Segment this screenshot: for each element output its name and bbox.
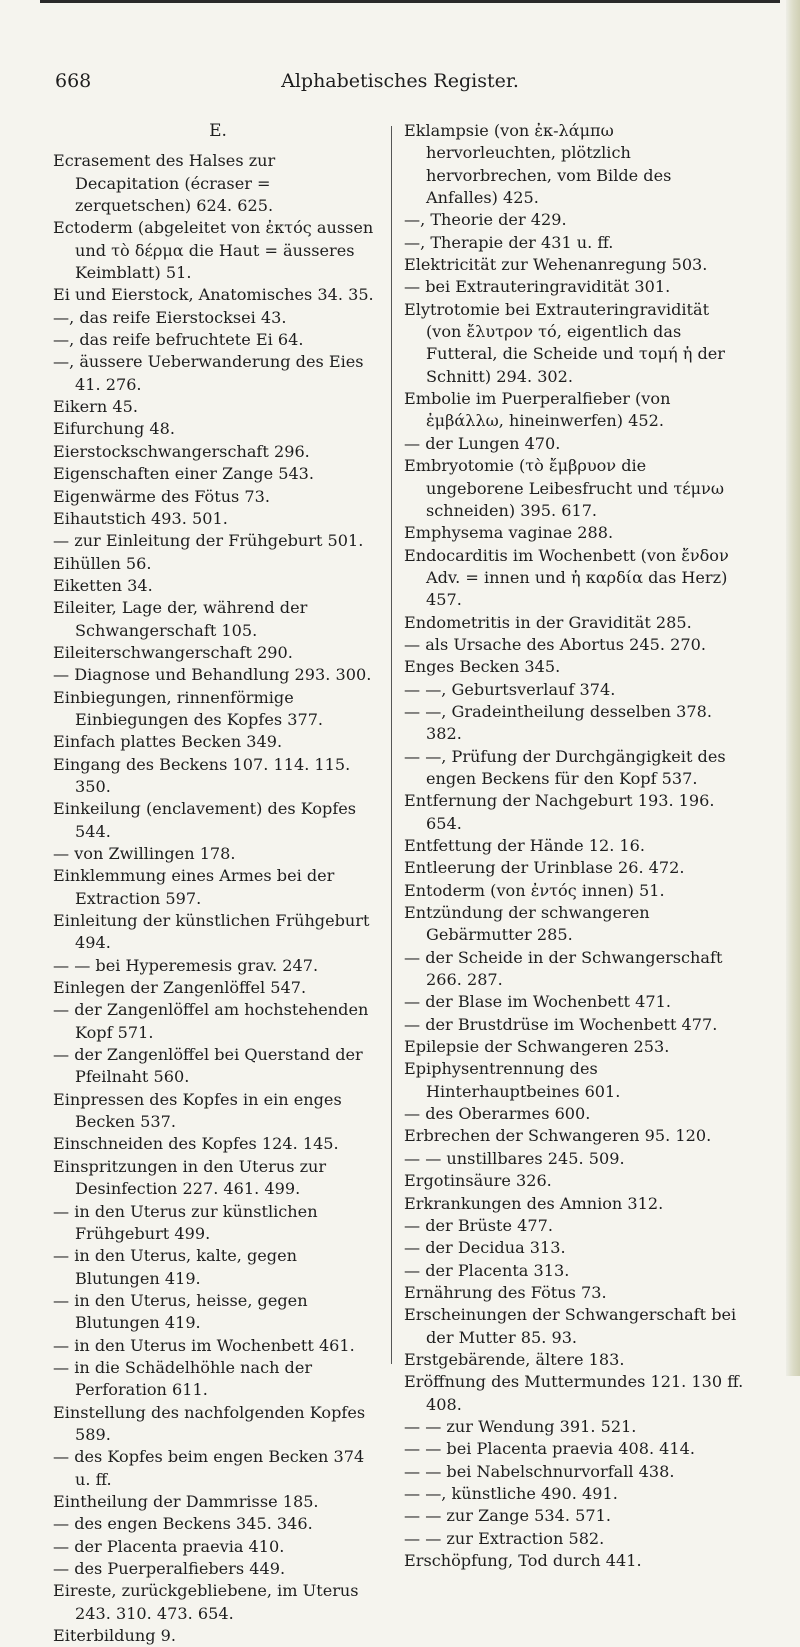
- index-entry: — — zur Zange 534. 571.: [404, 1506, 611, 1526]
- index-entry: Embryotomie (τὸ ἔμβρυον die ungeborene Leibesfrucht und τέμνω schneiden) 395. 617.: [404, 456, 724, 520]
- index-entry: — des Puerperalfiebers 449.: [53, 1559, 286, 1578]
- index-entry: — — zur Extraction 582.: [404, 1528, 605, 1548]
- index-entry: Einstellung des nachfolgenden Kopfes 589.: [53, 1402, 366, 1444]
- index-entry: Erscheinungen der Schwangerschaft bei der Mutter 85. 93.: [404, 1305, 737, 1347]
- index-entry: — von Zwillingen 178.: [53, 844, 236, 863]
- index-entry: Erstgebärende, ältere 183.: [404, 1349, 625, 1369]
- index-entry: Endometritis in der Gravidität 285.: [404, 612, 692, 632]
- index-entry: — als Ursache des Abortus 245. 270.: [404, 634, 706, 654]
- index-entry: Einlegen der Zangenlöffel 547.: [53, 978, 307, 998]
- index-entry: Eiterbildung 9.: [53, 1626, 176, 1646]
- index-entry: — —, künstliche 490. 491.: [404, 1483, 618, 1503]
- index-entry: — in den Uterus, heisse, gegen Blutungen 419.: [53, 1290, 308, 1333]
- index-entry: — — unstillbares 245. 509.: [404, 1148, 625, 1168]
- index-entry: Embolie im Puerperalfieber (von ἐμβάλλω, hineinwerfen) 452.: [404, 389, 671, 431]
- index-entry: Entoderm (von ἐντός innen) 51.: [404, 880, 665, 900]
- index-entry: — des Kopfes beim engen Becken 374 u. ff.: [53, 1447, 365, 1489]
- index-entry: — der Placenta praevia 410.: [53, 1536, 285, 1556]
- index-entry: — — bei Placenta praevia 408. 414.: [404, 1439, 696, 1459]
- index-entry: Entzündung der schwangeren Gebärmutter 285.: [404, 903, 650, 945]
- index-entry: — der Zangenlöffel am hochstehenden Kopf 571.: [53, 1000, 369, 1042]
- index-entry: Erbrechen der Schwangeren 95. 120.: [404, 1126, 712, 1146]
- index-entry: — bei Extrauteringravidität 301.: [404, 277, 671, 297]
- index-entry: — der Lungen 470.: [404, 433, 561, 453]
- index-entry: —, Theorie der 429.: [404, 210, 567, 230]
- index-entry: Einpressen des Kopfes in ein enges Becken 537.: [53, 1089, 342, 1132]
- index-entry: — in den Uterus im Wochenbett 461.: [53, 1335, 355, 1355]
- page-header: [55, 70, 745, 100]
- top-rule: [40, 0, 780, 3]
- index-entry: Eileiter, Lage der, während der Schwangerschaft 105.: [53, 598, 308, 640]
- index-entry: — der Zangenlöffel bei Querstand der Pfeilnaht 560.: [53, 1045, 363, 1087]
- index-entry: Einspritzungen in den Uterus zur Desinfection 227. 461. 499.: [53, 1156, 327, 1199]
- index-entry: Eklampsie (von ἐκ-λάμπω hervorleuchten, plötzlich hervorbrechen, vom Bilde des Anfalles) 425.: [404, 121, 672, 208]
- index-entry: Eierstockschwangerschaft 296.: [53, 441, 310, 461]
- index-entry: Einschneiden des Kopfes 124. 145.: [53, 1134, 339, 1154]
- index-entry: Eintheilung der Dammrisse 185.: [53, 1491, 319, 1511]
- index-entry: — in den Uterus zur künstlichen Frühgeburt 499.: [53, 1201, 318, 1243]
- index-entry: — —, Gradeintheilung desselben 378. 382.: [404, 701, 712, 744]
- index-entry: Einleitung der künstlichen Frühgeburt 494.: [53, 911, 370, 953]
- index-entry: Ernährung des Fötus 73.: [404, 1282, 607, 1302]
- index-entry: — der Brustdrüse im Wochenbett 477.: [404, 1014, 718, 1034]
- index-entry: Eigenschaften einer Zange 543.: [53, 464, 315, 484]
- index-entry: — zur Einleitung der Frühgeburt 501.: [53, 531, 364, 551]
- index-entry: — in den Uterus, kalte, gegen Blutungen 419.: [53, 1246, 297, 1288]
- index-entry: —, äussere Ueberwanderung des Eies 41. 276.: [53, 352, 364, 394]
- index-entry: Ecrasement des Halses zur Decapitation (écraser = zerquetschen) 624. 625.: [53, 151, 276, 216]
- index-entry: Eihüllen 56.: [53, 553, 152, 573]
- index-entry: — — zur Wendung 391. 521.: [404, 1416, 637, 1436]
- index-entry: Ei und Eierstock, Anatomisches 34. 35.: [53, 285, 374, 305]
- index-entry: Eireste, zurückgebliebene, im Uterus 243. 310. 473. 654.: [53, 1581, 359, 1623]
- column-divider: [391, 126, 392, 1364]
- index-entry: — der Blase im Wochenbett 471.: [404, 992, 671, 1012]
- index-entry: Entfernung der Nachgeburt 193. 196. 654.: [404, 791, 715, 833]
- left-entries: [53, 150, 383, 1647]
- index-entry: — des engen Beckens 345. 346.: [53, 1514, 313, 1534]
- index-entry: Elektricität zur Wehenanregung 503.: [404, 255, 708, 275]
- index-entry: Einklemmung eines Armes bei der Extraction 597.: [53, 866, 335, 908]
- index-entry: —, das reife Eierstocksei 43.: [53, 307, 287, 327]
- index-entry: — der Placenta 313.: [404, 1260, 570, 1280]
- index-entry: Epilepsie der Schwangeren 253.: [404, 1037, 670, 1057]
- index-entry: — der Brüste 477.: [404, 1215, 553, 1235]
- index-entry: Entleerung der Urinblase 26. 472.: [404, 858, 685, 878]
- index-entry: Einbiegungen, rinnenförmige Einbiegungen des Kopfes 377.: [53, 687, 324, 729]
- index-entry: — in die Schädelhöhle nach der Perforation 611.: [53, 1357, 313, 1400]
- index-entry: Eifurchung 48.: [53, 419, 176, 439]
- index-entry: — der Decidua 313.: [404, 1238, 566, 1258]
- right-column: [404, 120, 744, 1572]
- page-number: 668: [55, 70, 92, 92]
- right-entries: [404, 120, 744, 1572]
- index-entry: Ergotinsäure 326.: [404, 1171, 552, 1191]
- left-column: [53, 120, 383, 1647]
- index-entry: — — bei Nabelschnurvorfall 438.: [404, 1461, 675, 1481]
- index-entry: Entfettung der Hände 12. 16.: [404, 836, 646, 855]
- index-entry: Eihautstich 493. 501.: [53, 508, 228, 528]
- running-head: Alphabetisches Register.: [281, 70, 519, 92]
- index-entry: Eingang des Beckens 107. 114. 115. 350.: [53, 754, 351, 796]
- index-entry: Eikern 45.: [53, 397, 138, 417]
- index-entry: Epiphysentrennung des Hinterhauptbeines 601.: [404, 1059, 621, 1101]
- index-entry: Eiketten 34.: [53, 575, 153, 595]
- index-entry: Erschöpfung, Tod durch 441.: [404, 1551, 642, 1570]
- index-entry: — Diagnose und Behandlung 293. 300.: [53, 665, 372, 685]
- index-entry: — der Scheide in der Schwangerschaft 266. 287.: [404, 947, 723, 990]
- index-entry: Einkeilung (enclavement) des Kopfes 544.: [53, 799, 357, 841]
- index-entry: Eileiterschwangerschaft 290.: [53, 642, 293, 662]
- index-entry: —, Therapie der 431 u. ff.: [404, 232, 614, 252]
- index-entry: Einfach plattes Becken 349.: [53, 732, 283, 752]
- section-letter: E.: [209, 121, 227, 141]
- index-entry: — —, Prüfung der Durchgängigkeit des engen Beckens für den Kopf 537.: [404, 746, 726, 788]
- index-entry: — — bei Hyperemesis grav. 247.: [53, 955, 319, 975]
- index-entry: Eigenwärme des Fötus 73.: [53, 486, 271, 506]
- index-entry: Erkrankungen des Amnion 312.: [404, 1193, 664, 1213]
- index-entry: Endocarditis im Wochenbett (von ἔνδον Adv. = innen und ἡ καρδία das Herz) 457.: [404, 545, 729, 610]
- index-entry: Eröffnung des Muttermundes 121. 130 ff. 408.: [404, 1372, 744, 1414]
- index-entry: Emphysema vaginae 288.: [404, 523, 614, 543]
- index-entry: — —, Geburtsverlauf 374.: [404, 679, 616, 699]
- index-entry: Enges Becken 345.: [404, 657, 561, 677]
- index-entry: Ectoderm (abgeleitet von ἐκτός aussen und τὸ δέρμα die Haut = äusseres Keimblatt) 51.: [53, 218, 374, 283]
- index-entry: Elytrotomie bei Extrauteringravidität (von ἔλυτρον τό, eigentlich das Futteral, die Scheide und τομή ἡ der Schnitt) 294. 302.: [404, 299, 725, 386]
- index-entry: —, das reife befruchtete Ei 64.: [53, 330, 304, 350]
- index-entry: — des Oberarmes 600.: [404, 1104, 591, 1124]
- page-edge-shadow: [786, 0, 800, 1376]
